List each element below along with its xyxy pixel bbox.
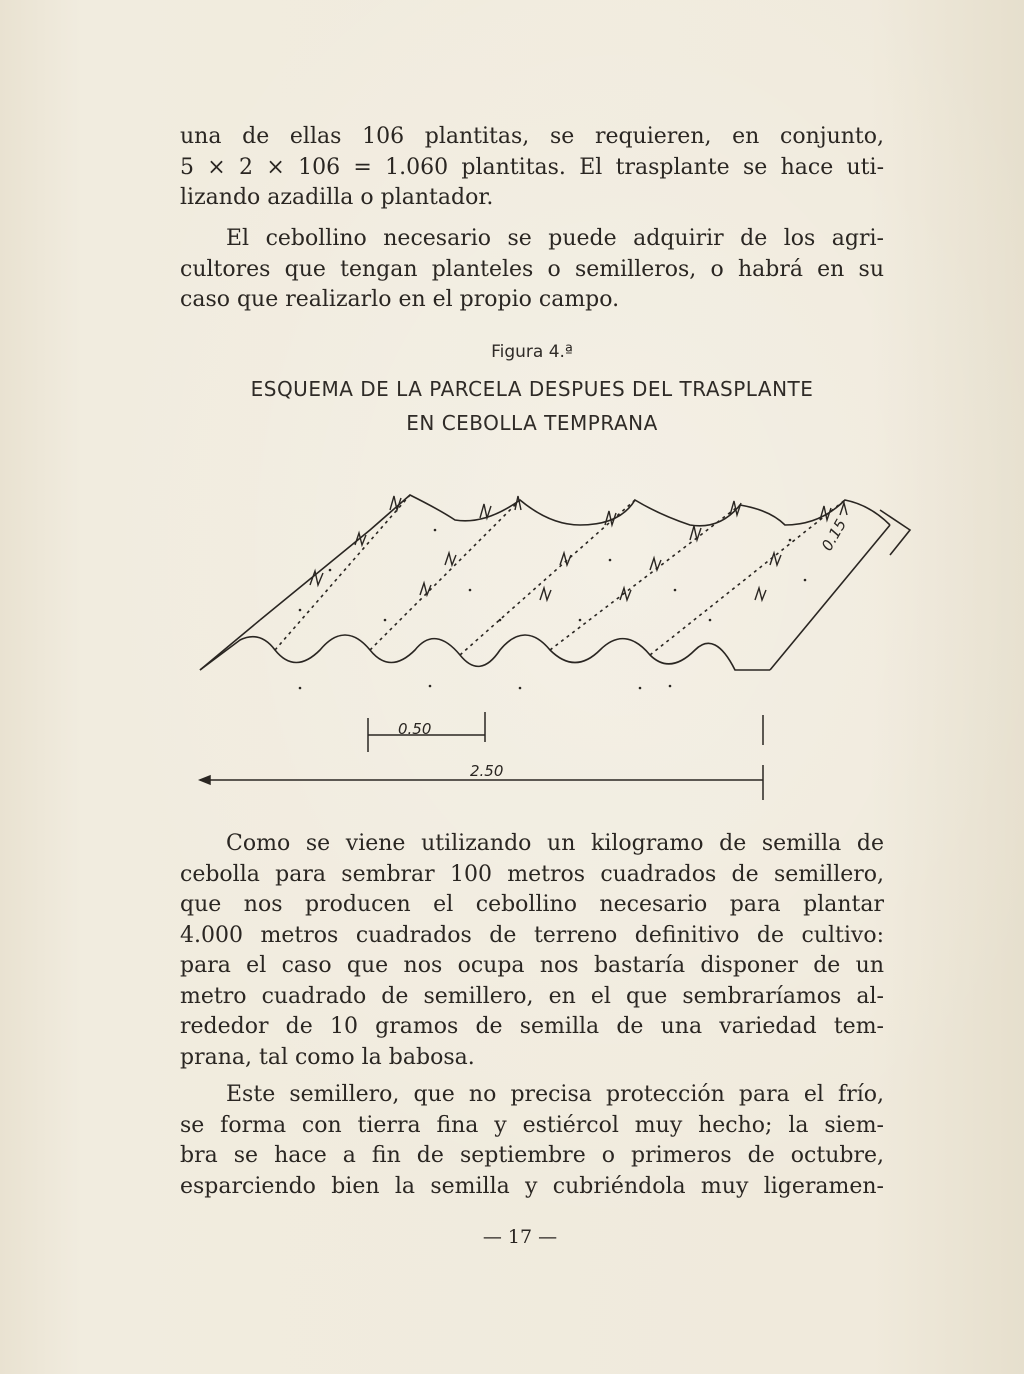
ridge-line-2 [370,500,520,650]
dim-total-line [200,715,763,800]
text-line: esparciendo bien la semilla y cubriéndola muy ligeramen- [180,1173,884,1199]
soil-dots [299,529,807,690]
ground-outline [200,635,770,670]
ridge-back-line [260,495,890,620]
text-line: 4.000 metros cuadrados de terreno definitivo de cultivo: [180,922,884,948]
ridge-line-4 [550,505,740,650]
ridges-drawing [200,495,910,670]
height-label: 0.15 [817,516,851,554]
text-line: bra se hace a fin de septiembre o primeros de octubre, [180,1143,884,1168]
text-line: que nos producen el cebollino necesario para plantar [180,892,884,917]
text-line: cultores que tengan planteles o semilleros, o habrá en su [180,256,884,282]
paragraph-1 [180,122,884,214]
dimension-lines [200,712,763,800]
text-line: cebolla para sembrar 100 metros cuadrados de semillero, [180,861,884,887]
ridge-left-edge [200,620,260,670]
plot-diagram [180,470,920,810]
ridge-line-1 [275,495,410,650]
figure-number: Figura 4.ª [491,342,573,362]
ridge-line-3 [460,500,635,655]
dim-total-label: 2.50 [470,762,504,780]
dim-small-label: 0.50 [398,720,432,738]
paragraph-2 [180,224,884,316]
text-line: metro cuadrado de semillero, en el que sembraríamos al- [180,983,884,1009]
figure-title-line-1: ESQUEMA DE LA PARCELA DESPUES DEL TRASPLANTE [250,377,814,401]
paragraph-3 [180,829,884,1073]
text-line: prana, tal como la babosa. [180,1044,475,1070]
text-line: se forma con tierra fina y estiércol muy hecho; la siem- [180,1112,884,1138]
text-line: lizando azadilla o plantador. [180,185,494,210]
text-line: El cebollino necesario se puede adquirir de los agri- [226,226,884,251]
text-line: caso que realizarlo en el propio campo. [180,287,620,312]
dim-total-arrow [200,776,210,784]
figure-title-line-2: EN CEBOLLA TEMPRANA [406,411,658,435]
text-line: 5 × 2 × 106 = 1.060 plantitas. El trasplante se hace uti- [180,154,884,180]
text-line: una de ellas 106 plantitas, se requieren, en conjunto, [180,124,884,149]
text-line: Este semillero, que no precisa protección para el frío, [226,1082,884,1107]
page-number: — 17 — [482,1226,558,1248]
text-line: Como se viene utilizando un kilogramo de semilla de [226,831,884,856]
paragraph-4 [180,1080,884,1202]
ridge-line-5 [650,500,845,655]
text-line: para el caso que nos ocupa nos bastaría disponer de un [180,953,884,978]
text-line: rededor de 10 gramos de semilla de una variedad tem- [180,1014,884,1039]
